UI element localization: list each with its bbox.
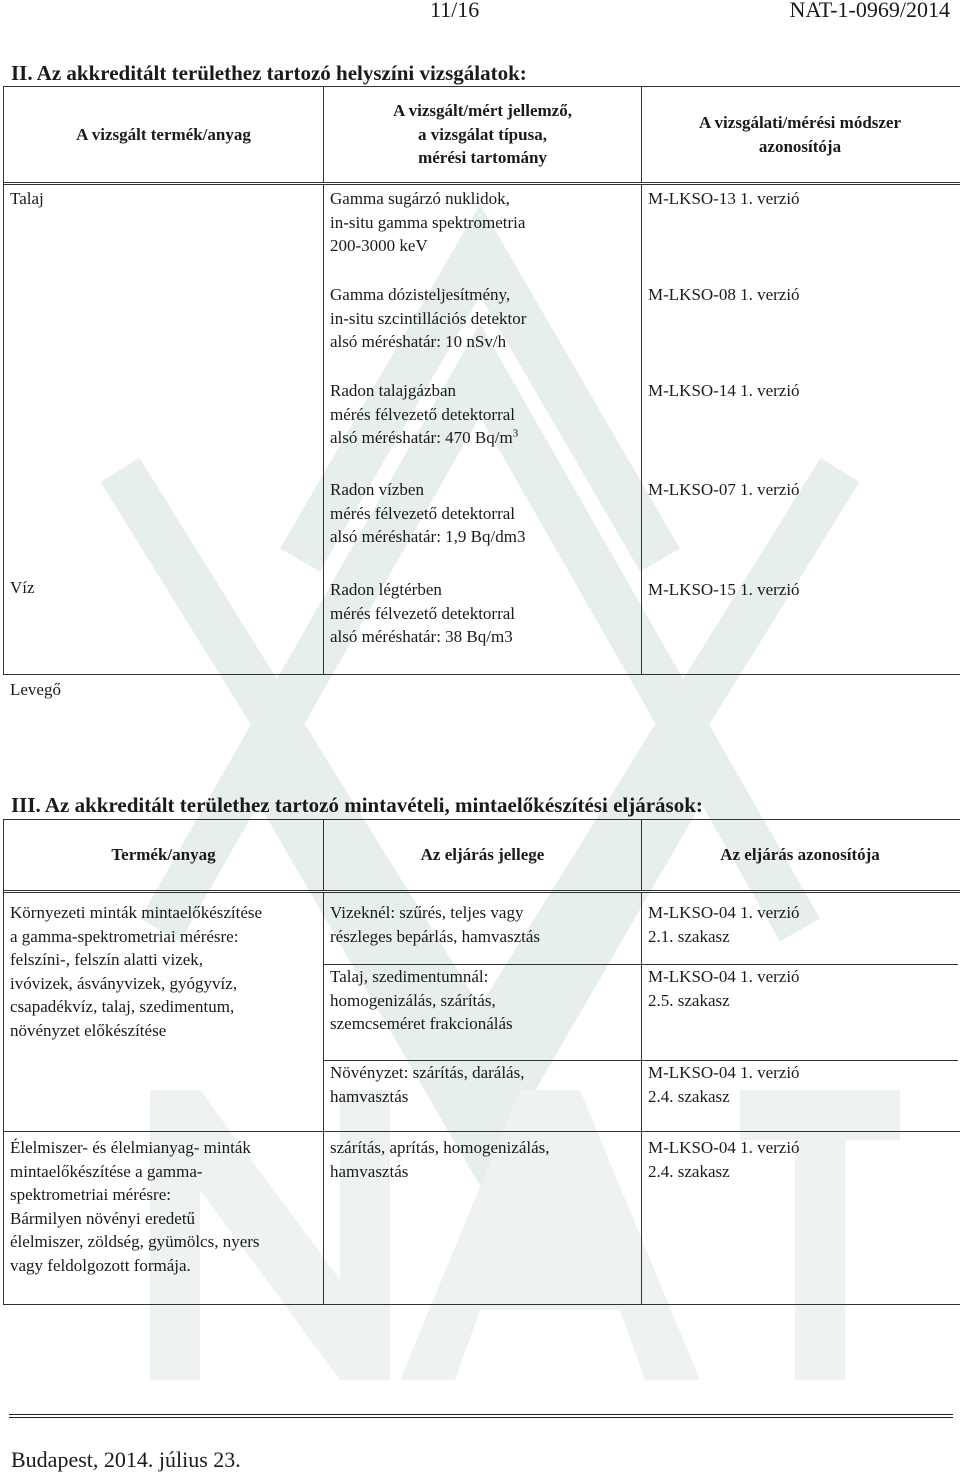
column-header-method: A vizsgálati/mérési módszer azonosítója <box>698 113 902 156</box>
table-cell-procedure-id: M-LKSO-04 1. verzió 2.5. szakasz <box>642 965 958 1061</box>
table-cell-method: M-LKSO-15 1. verzió <box>648 580 800 599</box>
table-header-row <box>4 820 960 893</box>
footer-rule <box>9 1417 953 1418</box>
table-cell-product: Környezeti minták mintaelőkészítése a gamma-spektrometriai mérésre: felszíni-, felszín alatti vizek, ivóvizek, ásványvizek, gyógyvíz, csapadékvíz, talaj, szedimentum, növényzet előkészítése <box>4 893 324 1131</box>
table-cell-procedure: szárítás, aprítás, homogenizálás, hamvasztás <box>324 1132 642 1304</box>
table-cell-characteristic: Radon vízben mérés félvezető detektorral alsó méréshatár: 1,9 Bq/dm3 <box>330 480 526 546</box>
footer-rule <box>9 1414 953 1415</box>
table-cell-characteristic: Gamma sugárzó nuklidok, in-situ gamma spektrometria 200-3000 keV <box>330 189 526 255</box>
onsite-tests-table <box>3 86 960 699</box>
table-cell-procedure-id: M-LKSO-04 1. verzió 2.1. szakasz <box>642 893 958 965</box>
section-3-title: III. Az akkreditált területhez tartozó mintavételi, mintaelőkészítési eljárások: <box>11 793 703 817</box>
column-header-characteristic: A vizsgált/mért jellemző, a vizsgálat típusa, mérési tartomány <box>324 87 642 182</box>
table-row <box>4 1131 960 1304</box>
page-number: 11/16 <box>430 0 480 22</box>
table-cell-product: Talaj <box>10 189 44 208</box>
column-header-product: Termék/anyag <box>4 820 324 890</box>
section-2-title: II. Az akkreditált területhez tartozó helyszíni vizsgálatok: <box>11 61 527 85</box>
table-row <box>4 893 960 1131</box>
footer-date: Budapest, 2014. július 23. <box>11 1447 241 1472</box>
table-cell-characteristic: Radon talajgázban mérés félvezető detektorral alsó méréshatár: 470 $Bq/m^3$ <box>330 381 519 447</box>
table-cell-characteristic: Gamma dózisteljesítmény, in-situ szcintillációs detektor alsó méréshatár: 10 nSv/h <box>330 285 527 351</box>
column-header-procedure: Az eljárás jellege <box>324 820 642 890</box>
sampling-procedures-table <box>3 819 960 1305</box>
procedure-id-column <box>642 893 958 1131</box>
procedure-column <box>324 893 642 1131</box>
table-cell-procedure-id: M-LKSO-04 1. verzió 2.4. szakasz <box>648 1138 800 1181</box>
table-cell-procedure-id: M-LKSO-04 1. verzió 2.4. szakasz <box>648 1063 800 1106</box>
table-cell-product: Levegő <box>10 680 61 699</box>
table-cell-method: M-LKSO-08 1. verzió <box>648 285 800 304</box>
table-cell-product: Víz <box>10 578 35 597</box>
table-cell-method: M-LKSO-13 1. verzió <box>648 189 800 208</box>
table-cell-procedure: Talaj, szedimentumnál: homogenizálás, szárítás, szemcseméret frakcionálás <box>324 965 641 1061</box>
table-cell-characteristic: Radon légtérben mérés félvezető detektorral alsó méréshatár: 38 Bq/m3 <box>330 580 516 646</box>
characteristic-column <box>324 185 642 674</box>
method-column <box>642 185 958 674</box>
table-body <box>4 185 960 699</box>
table-cell-procedure: Vizeknél: szűrés, teljes vagy részleges bepárlás, hamvasztás <box>324 893 641 965</box>
column-header-product: A vizsgált termék/anyag <box>4 87 324 182</box>
page-header <box>0 0 960 24</box>
product-column <box>4 185 324 699</box>
table-header-row <box>4 87 960 185</box>
table-cell-method: M-LKSO-07 1. verzió <box>648 480 800 499</box>
table-cell-method: M-LKSO-14 1. verzió <box>648 381 800 400</box>
table-cell-product: Élelmiszer- és élelmianyag- minták mintaelőkészítése a gamma- spektrometriai mérésre: Bármilyen növényi eredetű élelmiszer, zöldség, gyümölcs, nyers vagy feldolgozott formája. <box>4 1132 324 1304</box>
table-cell-procedure: Növényzet: szárítás, darálás, hamvasztás <box>330 1063 525 1106</box>
column-header-procedure-id: Az eljárás azonosítója <box>720 845 880 865</box>
document-id: NAT-1-0969/2014 <box>789 0 950 22</box>
